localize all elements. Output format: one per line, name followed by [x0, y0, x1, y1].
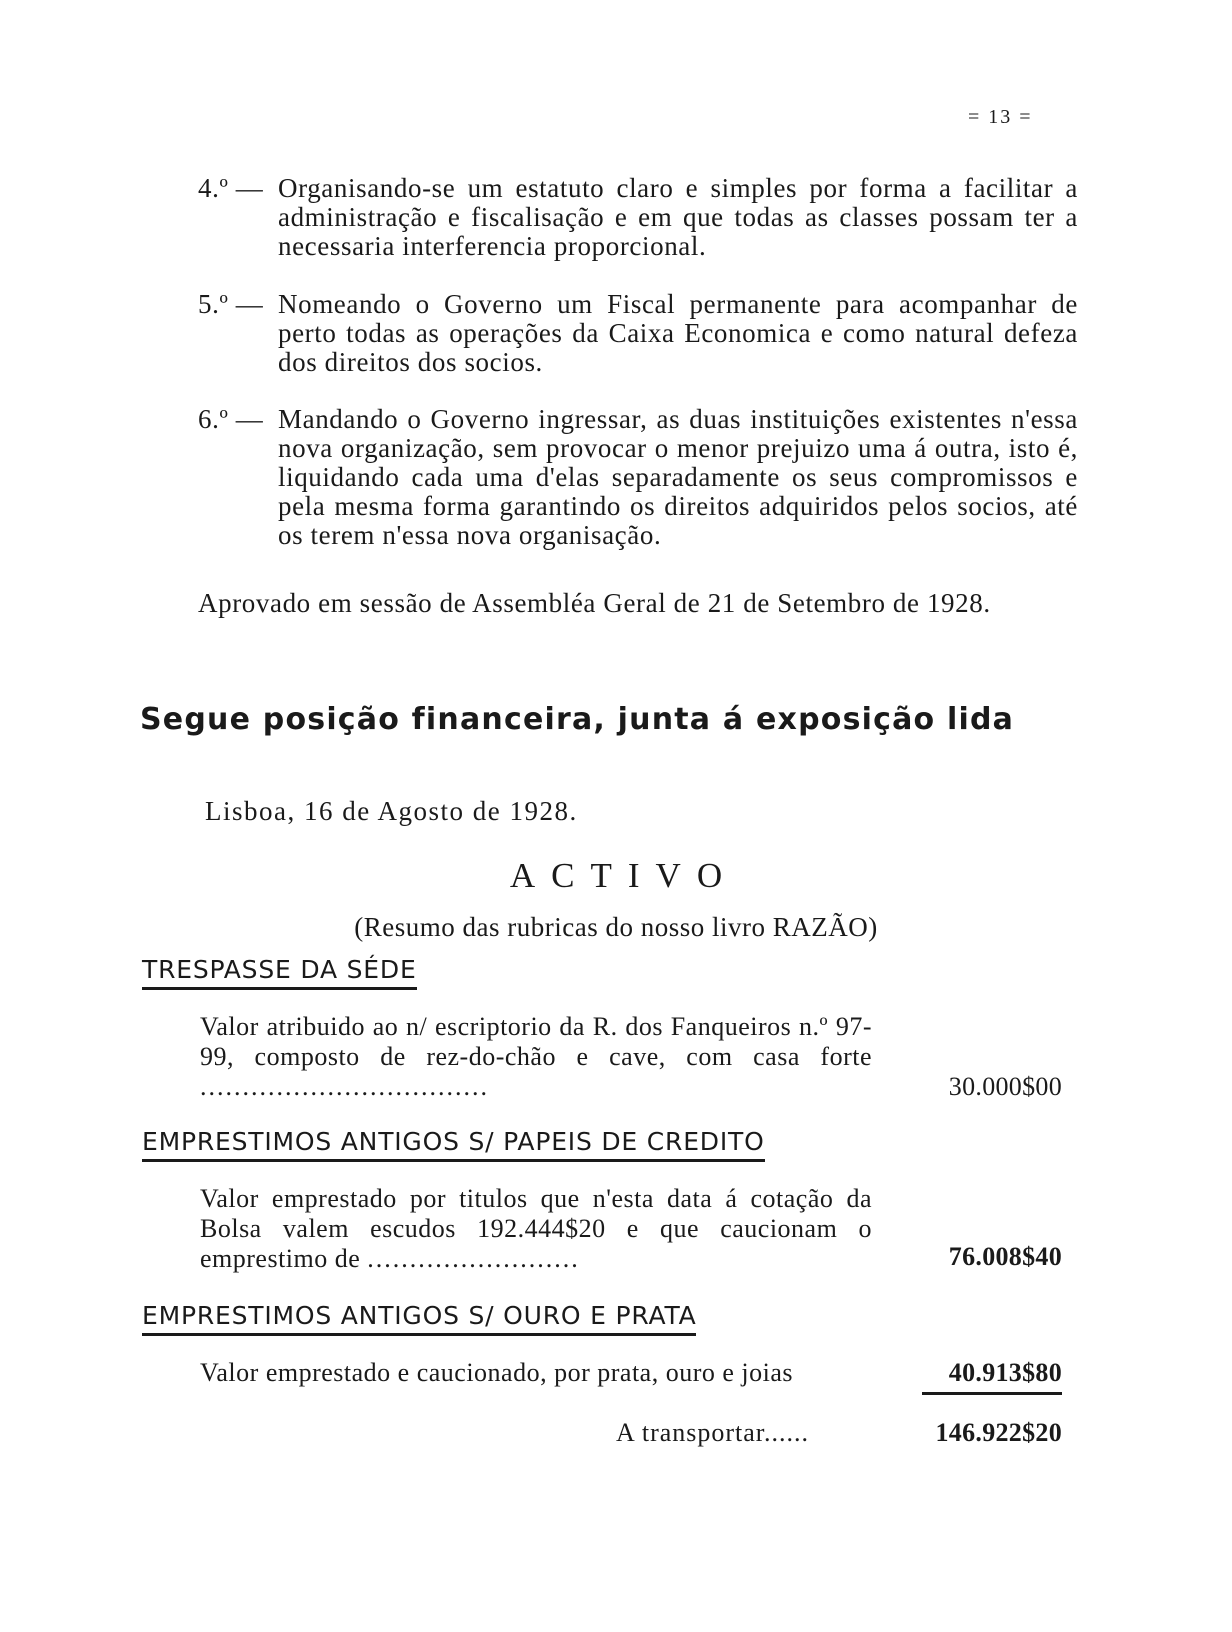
transport-amount: 146.922$20: [935, 1418, 1062, 1447]
entry-text: Valor emprestado por titulos que n'esta data á cotação da Bolsa valem escudos 192.444$20 e que caucionam o emprestimo de: [200, 1184, 872, 1273]
activo-title: ACTIVO: [509, 856, 739, 895]
entry-text: Valor atribuido ao n/ escriptorio da R. dos Fanqueiros n.º 97-99, composto de rez-do-chão e cave, com casa forte: [200, 1012, 872, 1071]
activo-subtitle: (Resumo das rubricas do nosso livro RAZÃO): [354, 912, 878, 942]
entry-amount: 30.000$00: [948, 1072, 1062, 1101]
item-text: Nomeando o Governo um Fiscal permanente para acompanhar de perto todas as operações da Caixa Economica e como natural defeza dos direitos dos socios.: [278, 289, 1078, 377]
transport-label: A transportar......: [616, 1418, 810, 1447]
entry-description: [200, 1012, 872, 1102]
section-headline: Segue posição financeira, junta á exposição lida: [140, 702, 1015, 737]
entry-amount: 40.913$80: [922, 1358, 1062, 1395]
dot-leader: .........................: [367, 1244, 580, 1273]
item-number: 4.º —: [198, 173, 264, 203]
entry-text: Valor emprestado e caucionado, por prata, ouro e joias: [200, 1358, 794, 1387]
entry-amount: 76.008$40: [948, 1242, 1062, 1271]
approval-note: Aprovado em sessão de Assembléa Geral de 21 de Setembro de 1928.: [198, 588, 991, 618]
entry-description: [200, 1358, 890, 1388]
numbered-item: [198, 290, 1078, 377]
section-heading: TRESPASSE DA SÉDE: [142, 955, 417, 990]
dot-leader: ..................................: [200, 1072, 489, 1101]
entry-description: [200, 1184, 872, 1274]
section-heading: EMPRESTIMOS ANTIGOS S/ PAPEIS DE CREDITO: [142, 1127, 765, 1162]
date-line: Lisboa, 16 de Agosto de 1928.: [205, 796, 578, 826]
item-text: Organisando-se um estatuto claro e simples por forma a facilitar a administração e fiscalisação e em que todas as classes possam ter a necessaria interferencia proporcional.: [278, 173, 1078, 261]
section-heading: EMPRESTIMOS ANTIGOS S/ OURO E PRATA: [142, 1301, 696, 1336]
numbered-item: [198, 405, 1078, 550]
numbered-item: [198, 174, 1078, 261]
page-number: = 13 =: [968, 106, 1033, 128]
item-number: 6.º —: [198, 404, 264, 434]
item-text: Mandando o Governo ingressar, as duas instituições existentes n'essa nova organização, sem provocar o menor prejuizo uma á outra, isto é, liquidando cada uma d'elas separadamente os seus compromissos e pela mesma forma garantindo os direitos adquiridos pelos socios, até os terem n'essa nova organisação.: [278, 404, 1078, 550]
item-number: 5.º —: [198, 289, 264, 319]
